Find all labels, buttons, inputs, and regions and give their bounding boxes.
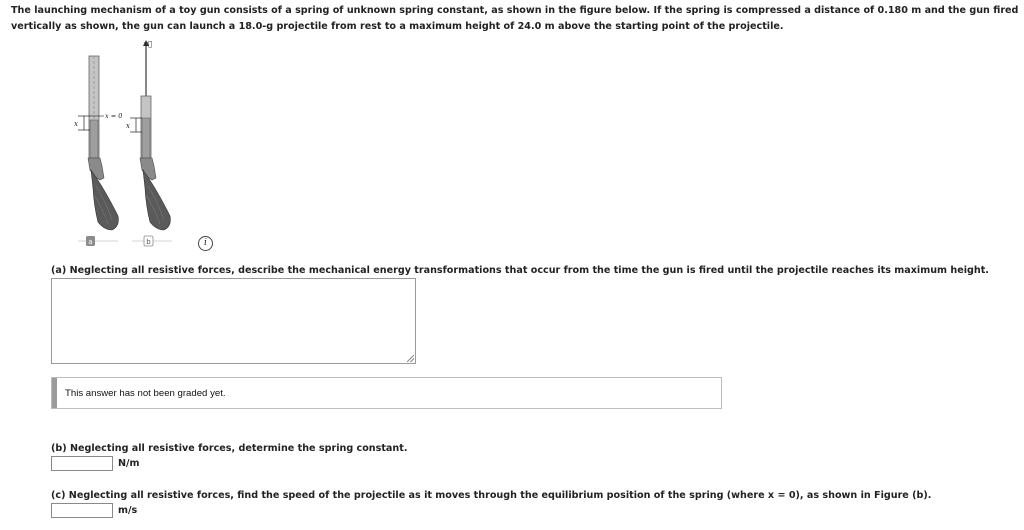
part-a-answer-textarea[interactable]	[51, 278, 416, 364]
speed-input[interactable]	[51, 503, 113, 518]
status-accent-bar	[52, 378, 57, 408]
panel-a-label: a	[88, 238, 93, 246]
panel-b-label: b	[146, 238, 151, 246]
toy-gun-figure	[60, 38, 240, 250]
label-velocity: v⃗	[144, 40, 153, 48]
label-x-a: x	[74, 120, 78, 128]
gun-b	[126, 40, 170, 230]
part-b-prompt: (b) Neglecting all resistive forces, determine the spring constant.	[51, 443, 408, 454]
spring-constant-unit: N/m	[118, 458, 140, 469]
grading-status-text: This answer has not been graded yet.	[65, 388, 226, 399]
resize-grip-icon[interactable]	[407, 355, 414, 362]
speed-unit: m/s	[118, 505, 138, 516]
problem-statement: The launching mechanism of a toy gun consists of a spring of unknown spring constant, as shown in the figure below. If the spring is compressed a distance of 0.180 m and the gun fired vertically as shown, the gun can launch a 18.0-g projectile from rest to a maximum height of 24.0 m above the starting point of the projectile.	[11, 5, 1019, 32]
info-icon[interactable]: i	[198, 236, 213, 251]
part-a-prompt: (a) Neglecting all resistive forces, describe the mechanical energy transformations that occur from the time the gun is fired until the projectile reaches its maximum height.	[51, 265, 989, 276]
gun-a	[74, 56, 122, 230]
part-c-prompt: (c) Neglecting all resistive forces, find the speed of the projectile as it moves through the equilibrium position of the spring (where x = 0), as shown in Figure (b).	[51, 490, 932, 501]
spring-constant-input[interactable]	[51, 456, 113, 471]
grading-status-box	[51, 377, 722, 409]
label-x-b: x	[126, 122, 130, 130]
label-x-equals-zero: x = 0	[105, 112, 123, 120]
